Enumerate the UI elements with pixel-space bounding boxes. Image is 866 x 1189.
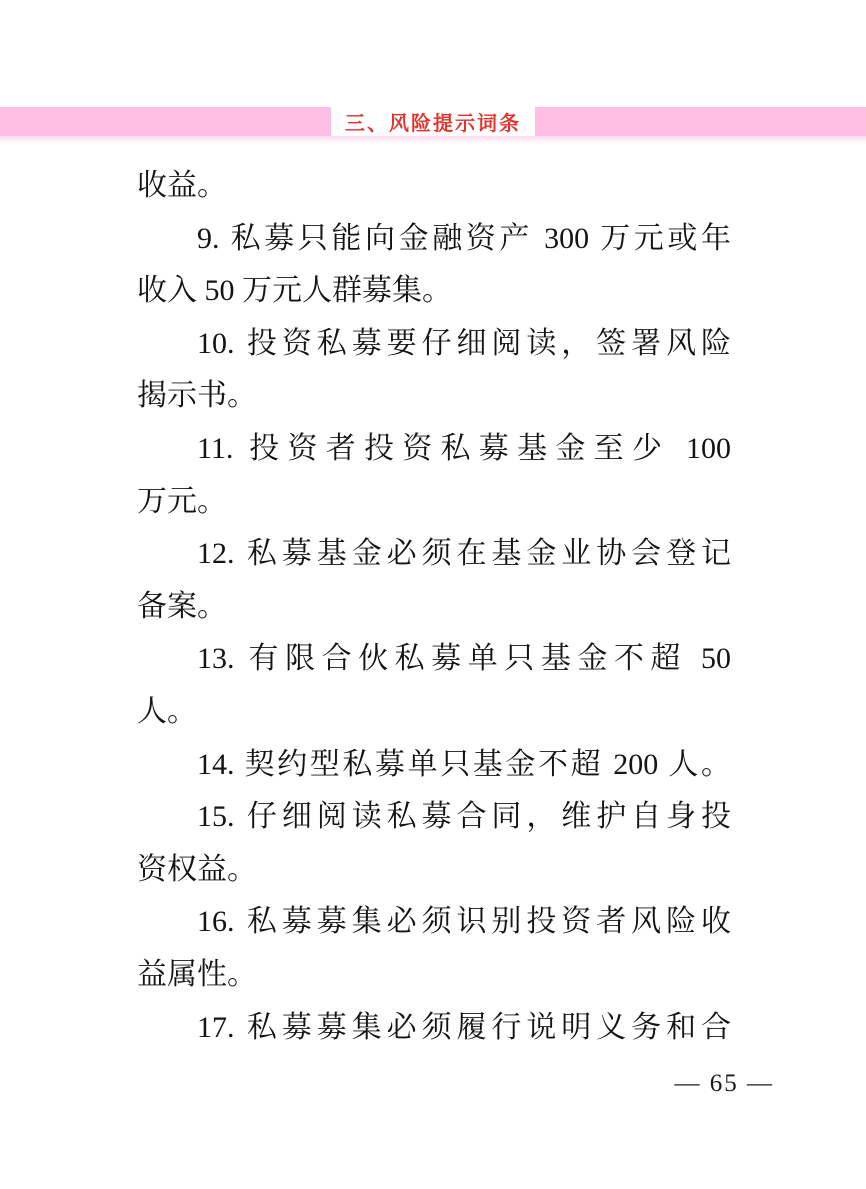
text-line: 15. 仔细阅读私募合同，维护自身投	[197, 800, 731, 834]
text-line: 12. 私募基金必须在基金业协会登记	[197, 537, 731, 571]
section-header-band	[0, 107, 866, 136]
text-line: 16. 私募募集必须识别投资者风险收	[197, 905, 731, 939]
text-line: 13. 有限合伙私募单只基金不超 50	[197, 642, 731, 676]
text-line: 人。	[137, 694, 197, 728]
text-line: 10. 投资私募要仔细阅读，签署风险	[197, 326, 731, 360]
text-line: 9. 私募只能向金融资产 300 万元或年	[197, 221, 731, 255]
text-line: 收益。	[137, 169, 227, 202]
text-line: 益属性。	[137, 957, 257, 991]
text-line: 14. 契约型私募单只基金不超 200 人。	[197, 747, 731, 781]
page-body-text	[137, 160, 731, 1054]
text-line: 资权益。	[137, 852, 257, 886]
text-line: 11. 投资者投资私募基金至少 100	[197, 431, 731, 465]
text-line: 万元。	[137, 484, 227, 518]
header-band-shadow	[0, 136, 866, 144]
text-line: 揭示书。	[137, 379, 257, 413]
header-band-left	[0, 107, 331, 136]
text-line: 收入 50 万元人群募集。	[137, 274, 452, 308]
text-line: 备案。	[137, 589, 227, 623]
page-number: — 65 —	[674, 1070, 774, 1097]
header-band-right	[535, 107, 866, 136]
section-header-title: 三、风险提示词条	[331, 107, 535, 136]
text-line: 17. 私募募集必须履行说明义务和合	[197, 1010, 731, 1044]
